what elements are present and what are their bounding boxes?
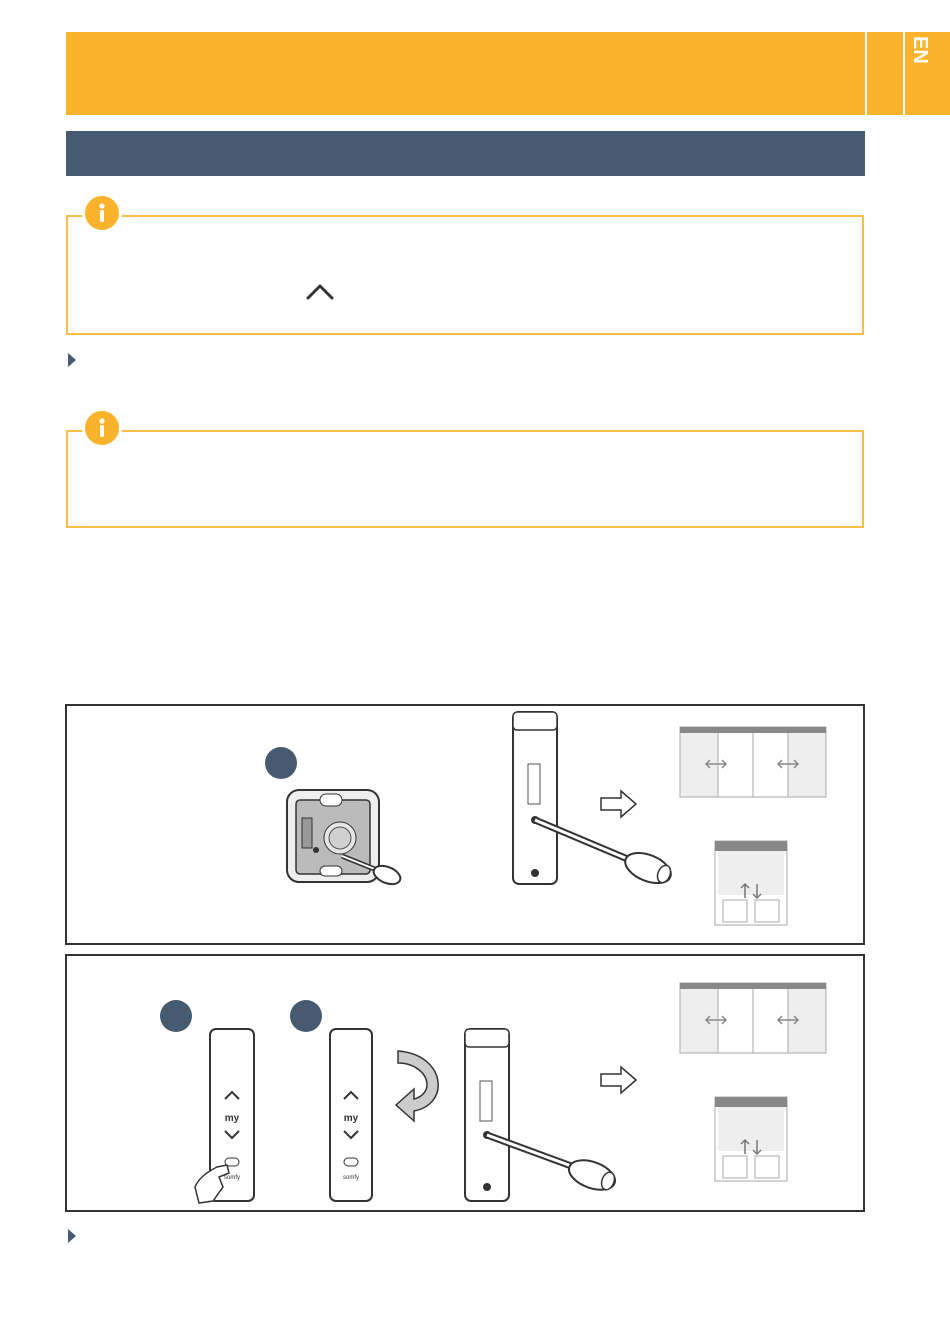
section-title-bar: [66, 131, 865, 176]
awning-icon: [680, 725, 826, 799]
info-note-2: [66, 430, 864, 528]
rotate-arrow-icon: [394, 1047, 444, 1127]
info-icon: [82, 193, 122, 233]
brand-label: somfy: [223, 1175, 241, 1181]
bullet-marker: [68, 1229, 76, 1243]
up-chevron-icon: [302, 276, 338, 306]
remote-back-screwdriver: [510, 710, 680, 890]
remote-back-screwdriver: [462, 1027, 632, 1207]
bullet-marker: [68, 353, 76, 367]
roller-shutter-icon: [714, 840, 788, 926]
info-note-1: [66, 215, 864, 335]
header-bar: [66, 32, 865, 115]
awning-icon: [680, 981, 826, 1055]
right-arrow-icon: [599, 789, 639, 819]
info-icon: [82, 408, 122, 448]
remote-front: [328, 1027, 374, 1207]
roller-shutter-icon: [714, 1096, 788, 1182]
wall-bracket-illustration: [282, 788, 422, 898]
step-marker: [160, 1000, 192, 1032]
step-marker: [290, 1000, 322, 1032]
my-button-label: my: [343, 1113, 359, 1124]
right-arrow-icon: [599, 1065, 639, 1095]
language-label: EN: [909, 36, 931, 64]
step-marker: [265, 747, 297, 779]
header-spacer: [867, 32, 903, 115]
my-button-label: my: [224, 1113, 240, 1124]
brand-label: somfy: [342, 1175, 360, 1181]
remote-front-press: [193, 1027, 257, 1207]
